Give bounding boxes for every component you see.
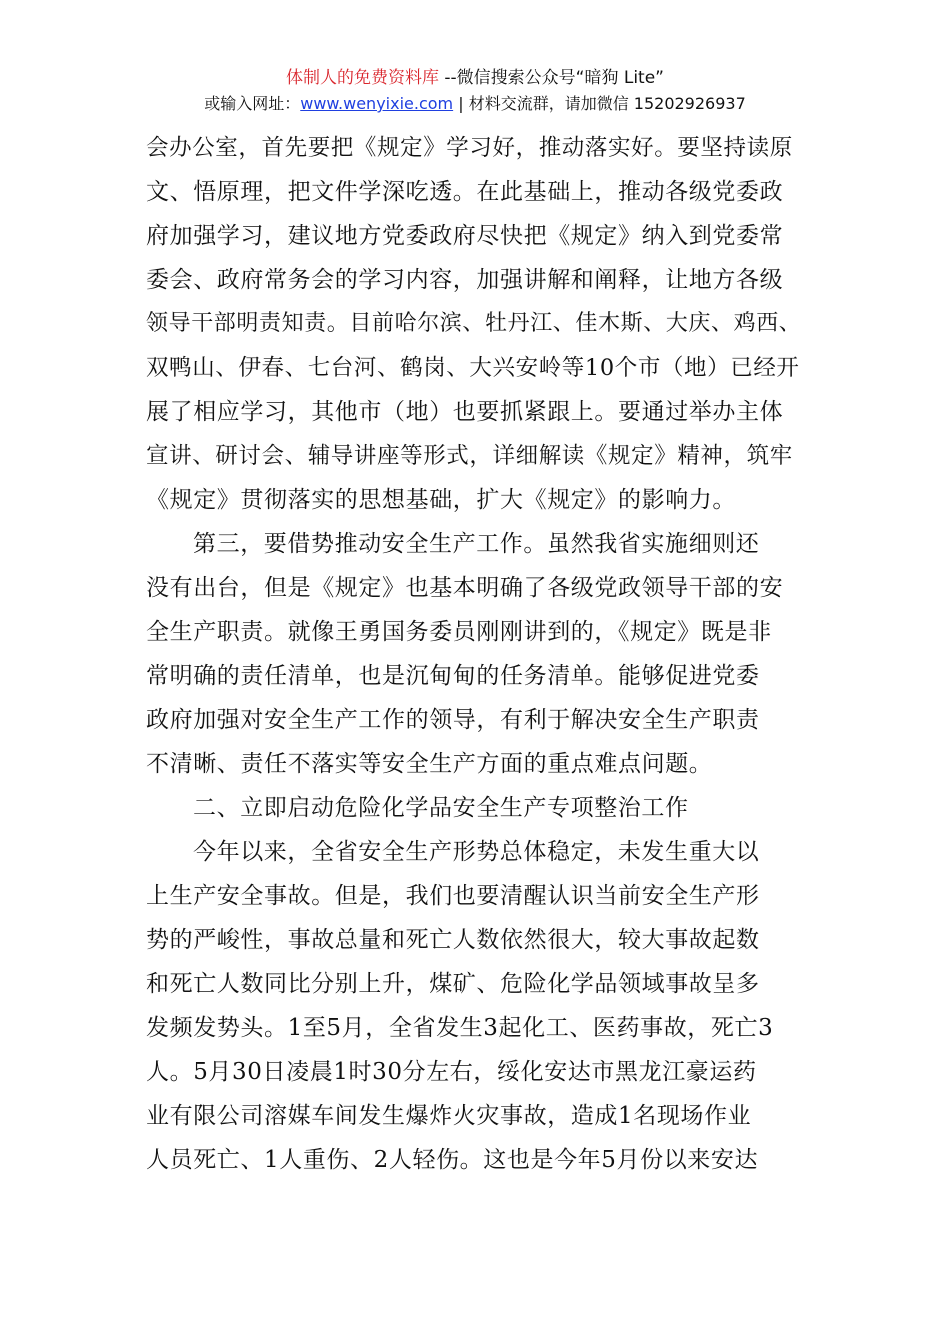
text-line: 双鸭山、伊春、七台河、鹤岗、大兴安岭等10个市（地）已经开 — [146, 355, 800, 381]
text-line: 和死亡人数同比分别上升，煤矿、危险化学品领域事故呈多 — [146, 971, 760, 997]
text-line: 不清晰、责任不落实等安全生产方面的重点难点问题。 — [146, 751, 713, 777]
text-line: 宣讲、研讨会、辅导讲座等形式，详细解读《规定》精神，筑牢 — [146, 443, 793, 469]
document-body — [146, 126, 806, 1182]
text-line: 上生产安全事故。但是，我们也要清醒认识当前安全生产形 — [146, 883, 760, 909]
contact-info: | 材料交流群，请加微信 15202926937 — [453, 94, 746, 113]
text-line: 全生产职责。就像王勇国务委员刚刚讲到的，《规定》既是非 — [146, 619, 772, 645]
text-line: 文、悟原理，把文件学深吃透。在此基础上，推动各级党委政 — [146, 179, 784, 205]
text-line: 发频发势头。1至5月，全省发生3起化工、医药事故，死亡3 — [146, 1015, 774, 1041]
text-line: 委会、政府常务会的学习内容，加强讲解和阐释，让地方各级 — [146, 267, 784, 293]
text-line: 常明确的责任清单，也是沉甸甸的任务清单。能够促进党委 — [146, 663, 760, 689]
page-header — [0, 66, 950, 116]
text-line: 展了相应学习，其他市（地）也要抓紧跟上。要通过举办主体 — [146, 399, 784, 425]
text-line: 第三，要借势推动安全生产工作。虽然我省实施细则还 — [193, 531, 760, 557]
text-line: 今年以来，全省安全生产形势总体稳定，未发生重大以 — [193, 839, 760, 865]
website-link[interactable]: www.wenyixie.com — [300, 94, 454, 113]
text-line: 《规定》贯彻落实的思想基础，扩大《规定》的影响力。 — [146, 487, 736, 513]
text-line: 势的严峻性，事故总量和死亡人数依然很大，较大事故起数 — [146, 927, 760, 953]
header-contact-line — [0, 92, 950, 116]
text-line: 业有限公司溶媒车间发生爆炸火灾事故，造成1名现场作业 — [146, 1103, 752, 1129]
text-line: 府加强学习，建议地方党委政府尽快把《规定》纳入到党委常 — [146, 223, 784, 249]
text-line: 政府加强对安全生产工作的领导，有利于解决安全生产职责 — [146, 707, 760, 733]
text-line: 领导干部明责知责。目前哈尔滨、牡丹江、佳木斯、大庆、鸡西、 — [146, 311, 802, 336]
text-line: 人员死亡、1人重伤、2人轻伤。这也是今年5月份以来安达 — [146, 1147, 759, 1173]
text-line: 人。5月30日凌晨1时30分左右，绥化安达市黑龙江豪运药 — [146, 1059, 757, 1085]
header-promo-line — [0, 66, 950, 90]
brand-name: 体制人的免费资料库 — [285, 68, 439, 88]
text-line: 没有出台，但是《规定》也基本明确了各级党政领导干部的安 — [146, 575, 784, 601]
text-line: 会办公室，首先要把《规定》学习好，推动落实好。要坚持读原 — [146, 135, 793, 161]
text-line: 二、立即启动危险化学品安全生产专项整治工作 — [193, 795, 689, 821]
header-tagline: --微信搜索公众号“暗狗 Lite” — [438, 68, 664, 88]
url-prefix: 或输入网址： — [204, 94, 301, 113]
